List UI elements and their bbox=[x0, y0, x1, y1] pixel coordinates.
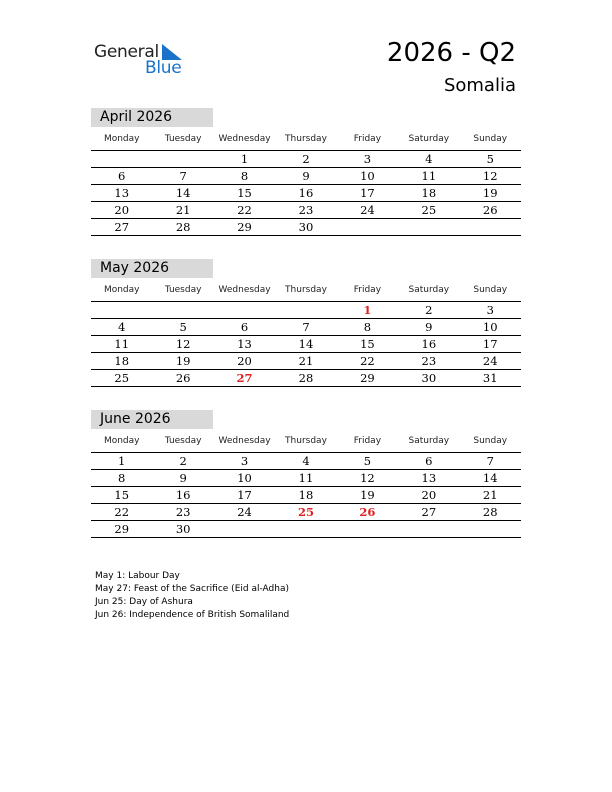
week-row bbox=[91, 185, 521, 202]
day-cell bbox=[460, 521, 521, 537]
weekday-label: Friday bbox=[353, 134, 382, 144]
week-row bbox=[91, 202, 521, 219]
day-cell: 29 bbox=[237, 220, 252, 234]
generalblue-logo bbox=[94, 40, 194, 80]
month-block bbox=[91, 108, 521, 236]
day-cell bbox=[337, 219, 398, 235]
day-cell: 19 bbox=[175, 354, 191, 368]
day-cell: 9 bbox=[179, 471, 187, 485]
day-cell: 20 bbox=[114, 203, 130, 217]
day-cell: 27 bbox=[114, 220, 130, 234]
day-cell: 9 bbox=[425, 320, 433, 334]
day-cell bbox=[91, 151, 152, 167]
weekday-label: Wednesday bbox=[218, 134, 271, 144]
day-cell: 28 bbox=[175, 220, 191, 234]
day-cell bbox=[398, 521, 459, 537]
day-cell: 3 bbox=[363, 152, 372, 166]
weekday-label: Saturday bbox=[408, 134, 450, 144]
day-cell: 14 bbox=[482, 471, 498, 485]
day-cell: 20 bbox=[237, 354, 252, 368]
day-cell: 16 bbox=[298, 186, 314, 200]
weekday-label: Thursday bbox=[285, 436, 327, 446]
day-cell: 18 bbox=[114, 354, 130, 368]
weekday-header-row bbox=[91, 431, 521, 453]
day-cell: 23 bbox=[175, 505, 191, 519]
page-title: 2026 - Q2 bbox=[386, 38, 516, 68]
day-cell: 17 bbox=[237, 488, 252, 502]
day-cell bbox=[460, 219, 521, 235]
day-cell: 11 bbox=[421, 169, 437, 183]
day-cell: 4 bbox=[302, 454, 310, 468]
day-cell: 7 bbox=[302, 320, 310, 334]
weekday-label: Saturday bbox=[408, 285, 450, 295]
day-cell: 12 bbox=[360, 471, 375, 485]
day-cell: 8 bbox=[118, 471, 126, 485]
day-cell: 25 bbox=[421, 203, 437, 217]
day-cell: 1 bbox=[363, 303, 372, 317]
day-cell: 21 bbox=[298, 354, 314, 368]
day-cell: 5 bbox=[486, 152, 494, 166]
day-cell: 25 bbox=[114, 371, 130, 385]
weekday-label: Wednesday bbox=[218, 285, 271, 295]
week-row bbox=[91, 521, 521, 538]
week-row bbox=[91, 470, 521, 487]
weekday-label: Friday bbox=[353, 436, 382, 446]
weekday-label: Sunday bbox=[473, 134, 508, 144]
week-row bbox=[91, 487, 521, 504]
day-cell: 29 bbox=[360, 371, 375, 385]
month-title: May 2026 bbox=[91, 259, 213, 278]
holiday-note: May 27: Feast of the Sacrifice (Eid al-Adha) bbox=[95, 584, 289, 594]
weekday-label: Monday bbox=[103, 436, 140, 446]
holiday-notes bbox=[95, 570, 289, 622]
weekday-label: Monday bbox=[103, 285, 140, 295]
day-cell bbox=[398, 219, 459, 235]
week-row bbox=[91, 453, 521, 470]
week-row bbox=[91, 302, 521, 319]
holiday-note: Jun 26: Independence of British Somaliland bbox=[95, 610, 290, 620]
day-cell: 3 bbox=[240, 454, 249, 468]
day-cell: 30 bbox=[298, 220, 314, 234]
day-cell: 22 bbox=[114, 505, 130, 519]
logo-text-blue: Blue bbox=[145, 58, 182, 78]
day-cell bbox=[337, 521, 398, 537]
week-row bbox=[91, 504, 521, 521]
weekday-label: Tuesday bbox=[164, 134, 202, 144]
day-cell: 26 bbox=[359, 505, 376, 519]
holiday-note: Jun 25: Day of Ashura bbox=[95, 597, 193, 607]
day-cell: 8 bbox=[363, 320, 372, 334]
day-cell: 7 bbox=[179, 169, 187, 183]
day-cell bbox=[214, 302, 275, 318]
day-cell: 18 bbox=[298, 488, 314, 502]
day-cell: 17 bbox=[482, 337, 498, 351]
day-cell: 24 bbox=[237, 505, 252, 519]
month-title: June 2026 bbox=[91, 410, 213, 429]
day-cell: 27 bbox=[236, 371, 253, 385]
day-cell: 28 bbox=[298, 371, 314, 385]
day-cell: 31 bbox=[482, 371, 498, 385]
day-cell: 28 bbox=[482, 505, 498, 519]
day-cell: 15 bbox=[114, 488, 130, 502]
day-cell: 10 bbox=[237, 471, 252, 485]
week-row bbox=[91, 370, 521, 387]
day-cell: 4 bbox=[118, 320, 126, 334]
day-cell: 15 bbox=[360, 337, 375, 351]
day-cell: 11 bbox=[114, 337, 130, 351]
day-cell: 3 bbox=[486, 303, 494, 317]
week-row bbox=[91, 336, 521, 353]
day-cell: 2 bbox=[179, 454, 187, 468]
day-cell bbox=[214, 521, 275, 537]
weekday-header-row bbox=[91, 129, 521, 151]
day-cell: 1 bbox=[118, 454, 126, 468]
week-row bbox=[91, 168, 521, 185]
day-cell: 7 bbox=[486, 454, 494, 468]
weekday-label: Sunday bbox=[473, 285, 508, 295]
day-cell: 5 bbox=[179, 320, 187, 334]
day-cell: 22 bbox=[237, 203, 252, 217]
day-cell: 6 bbox=[118, 169, 126, 183]
day-cell: 11 bbox=[298, 471, 314, 485]
day-cell: 4 bbox=[425, 152, 433, 166]
country-name: Somalia bbox=[443, 75, 516, 96]
day-cell: 26 bbox=[175, 371, 191, 385]
day-cell: 12 bbox=[482, 169, 498, 183]
day-cell: 15 bbox=[237, 186, 252, 200]
week-row bbox=[91, 353, 521, 370]
week-row bbox=[91, 319, 521, 336]
day-cell: 9 bbox=[302, 169, 310, 183]
weekday-label: Monday bbox=[103, 134, 140, 144]
day-cell bbox=[152, 151, 213, 167]
day-cell: 14 bbox=[298, 337, 314, 351]
day-cell: 24 bbox=[360, 203, 375, 217]
day-cell: 20 bbox=[421, 488, 437, 502]
day-cell: 2 bbox=[302, 152, 310, 166]
day-cell: 16 bbox=[421, 337, 437, 351]
weekday-header-row bbox=[91, 280, 521, 302]
day-cell: 14 bbox=[175, 186, 191, 200]
day-cell: 16 bbox=[175, 488, 191, 502]
day-cell bbox=[152, 302, 213, 318]
day-cell bbox=[275, 521, 336, 537]
weekday-label: Friday bbox=[353, 285, 382, 295]
weekday-label: Saturday bbox=[408, 436, 450, 446]
day-cell: 24 bbox=[482, 354, 498, 368]
day-cell: 10 bbox=[360, 169, 375, 183]
day-cell: 18 bbox=[421, 186, 437, 200]
day-cell: 30 bbox=[175, 522, 191, 536]
day-cell: 21 bbox=[175, 203, 191, 217]
month-title: April 2026 bbox=[91, 108, 213, 127]
holiday-note: May 1: Labour Day bbox=[95, 571, 180, 581]
day-cell: 27 bbox=[421, 505, 437, 519]
day-cell: 22 bbox=[360, 354, 375, 368]
weekday-label: Thursday bbox=[285, 285, 327, 295]
day-cell: 29 bbox=[114, 522, 130, 536]
day-cell: 17 bbox=[360, 186, 375, 200]
week-row bbox=[91, 151, 521, 168]
weekday-label: Wednesday bbox=[218, 436, 271, 446]
day-cell: 23 bbox=[421, 354, 437, 368]
day-cell: 13 bbox=[114, 186, 130, 200]
weekday-label: Sunday bbox=[473, 436, 508, 446]
day-cell: 10 bbox=[482, 320, 498, 334]
day-cell: 19 bbox=[360, 488, 375, 502]
day-cell: 13 bbox=[421, 471, 437, 485]
day-cell: 26 bbox=[482, 203, 498, 217]
day-cell: 21 bbox=[482, 488, 498, 502]
day-cell: 5 bbox=[363, 454, 372, 468]
day-cell: 25 bbox=[297, 505, 314, 519]
weekday-label: Tuesday bbox=[164, 436, 202, 446]
weekday-label: Thursday bbox=[285, 134, 327, 144]
day-cell: 6 bbox=[425, 454, 433, 468]
week-row bbox=[91, 219, 521, 236]
day-cell bbox=[91, 302, 152, 318]
day-cell: 2 bbox=[425, 303, 433, 317]
logo-text-general: General bbox=[94, 42, 159, 62]
day-cell: 1 bbox=[240, 152, 249, 166]
day-cell: 13 bbox=[237, 337, 252, 351]
day-cell: 8 bbox=[240, 169, 249, 183]
day-cell: 12 bbox=[175, 337, 191, 351]
weekday-label: Tuesday bbox=[164, 285, 202, 295]
month-block bbox=[91, 259, 521, 387]
day-cell: 23 bbox=[298, 203, 314, 217]
day-cell: 19 bbox=[482, 186, 498, 200]
month-block bbox=[91, 410, 521, 538]
day-cell bbox=[275, 302, 336, 318]
day-cell: 6 bbox=[240, 320, 249, 334]
day-cell: 30 bbox=[421, 371, 437, 385]
